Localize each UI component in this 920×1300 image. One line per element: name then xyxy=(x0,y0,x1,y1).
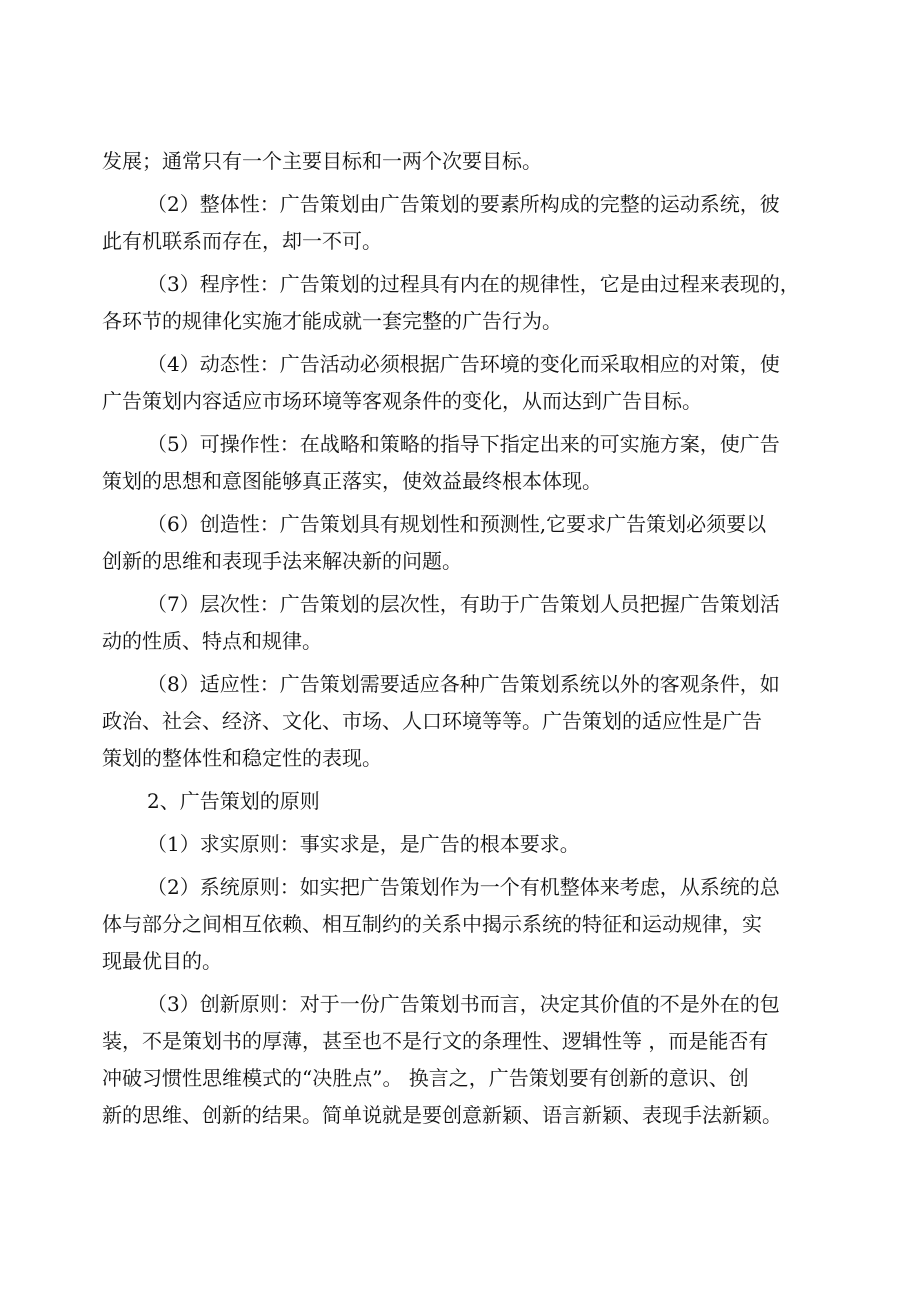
text-line: 冲破习惯性思维模式的“决胜点”。 换言之，广告策划要有创新的意识、创 xyxy=(102,1066,749,1090)
text-line: （1）求实原则：事实求是，是广告的根本要求。 xyxy=(147,832,580,856)
text-line: （3）程序性：广告策划的过程具有内在的规律性，它是由过程来表现的， xyxy=(147,272,800,296)
text-line: 装，不是策划书的厚薄，甚至也不是行文的条理性、逻辑性等 ，而是能否有 xyxy=(102,1029,769,1053)
text-line: 新的思维、创新的结果。简单说就是要创意新颖、语言新颖、表现手法新颖。 xyxy=(102,1103,782,1127)
text-line: 此有机联系而存在，却一不可。 xyxy=(102,229,382,253)
text-line: （7）层次性：广告策划的层次性，有助于广告策划人员把握广告策划活 xyxy=(147,592,780,616)
text-line: 动的性质、特点和规律。 xyxy=(102,629,322,653)
text-line: （2）系统原则：如实把广告策划作为一个有机整体来考虑，从系统的总 xyxy=(147,875,780,899)
text-line: 体与部分之间相互依赖、相互制约的关系中揭示系统的特征和运动规律，实 xyxy=(102,912,762,936)
text-line: （2）整体性：广告策划由广告策划的要素所构成的完整的运动系统，彼 xyxy=(147,192,780,216)
body-text xyxy=(102,143,822,1134)
text-line: （3）创新原则：对于一份广告策划书而言，决定其价值的不是外在的包 xyxy=(147,992,780,1016)
text-line: 创新的思维和表现手法来解决新的问题。 xyxy=(102,549,462,573)
section-heading: 2、广告策划的原则 xyxy=(147,789,320,813)
text-line: 政治、社会、经济、文化、市场、人口环境等等。广告策划的适应性是广告 xyxy=(102,709,762,733)
text-line: （4）动态性：广告活动必须根据广告环境的变化而采取相应的对策，使 xyxy=(147,352,780,376)
text-line: （6）创造性：广告策划具有规划性和预测性,它要求广告策划必须要以 xyxy=(147,512,767,536)
text-line: （5）可操作性：在战略和策略的指导下指定出来的可实施方案，使广告 xyxy=(147,432,780,456)
text-line: （8）适应性：广告策划需要适应各种广告策划系统以外的客观条件，如 xyxy=(147,672,780,696)
text-line: 各环节的规律化实施才能成就一套完整的广告行为。 xyxy=(102,309,562,333)
text-line: 发展；通常只有一个主要目标和一两个次要目标。 xyxy=(102,149,542,173)
text-line: 策划的整体性和稳定性的表现。 xyxy=(102,746,382,770)
text-line: 策划的思想和意图能够真正落实，使效益最终根本体现。 xyxy=(102,469,602,493)
text-line: 现最优目的。 xyxy=(102,949,222,973)
text-line: 广告策划内容适应市场环境等客观条件的变化，从而达到广告目标。 xyxy=(102,389,702,413)
